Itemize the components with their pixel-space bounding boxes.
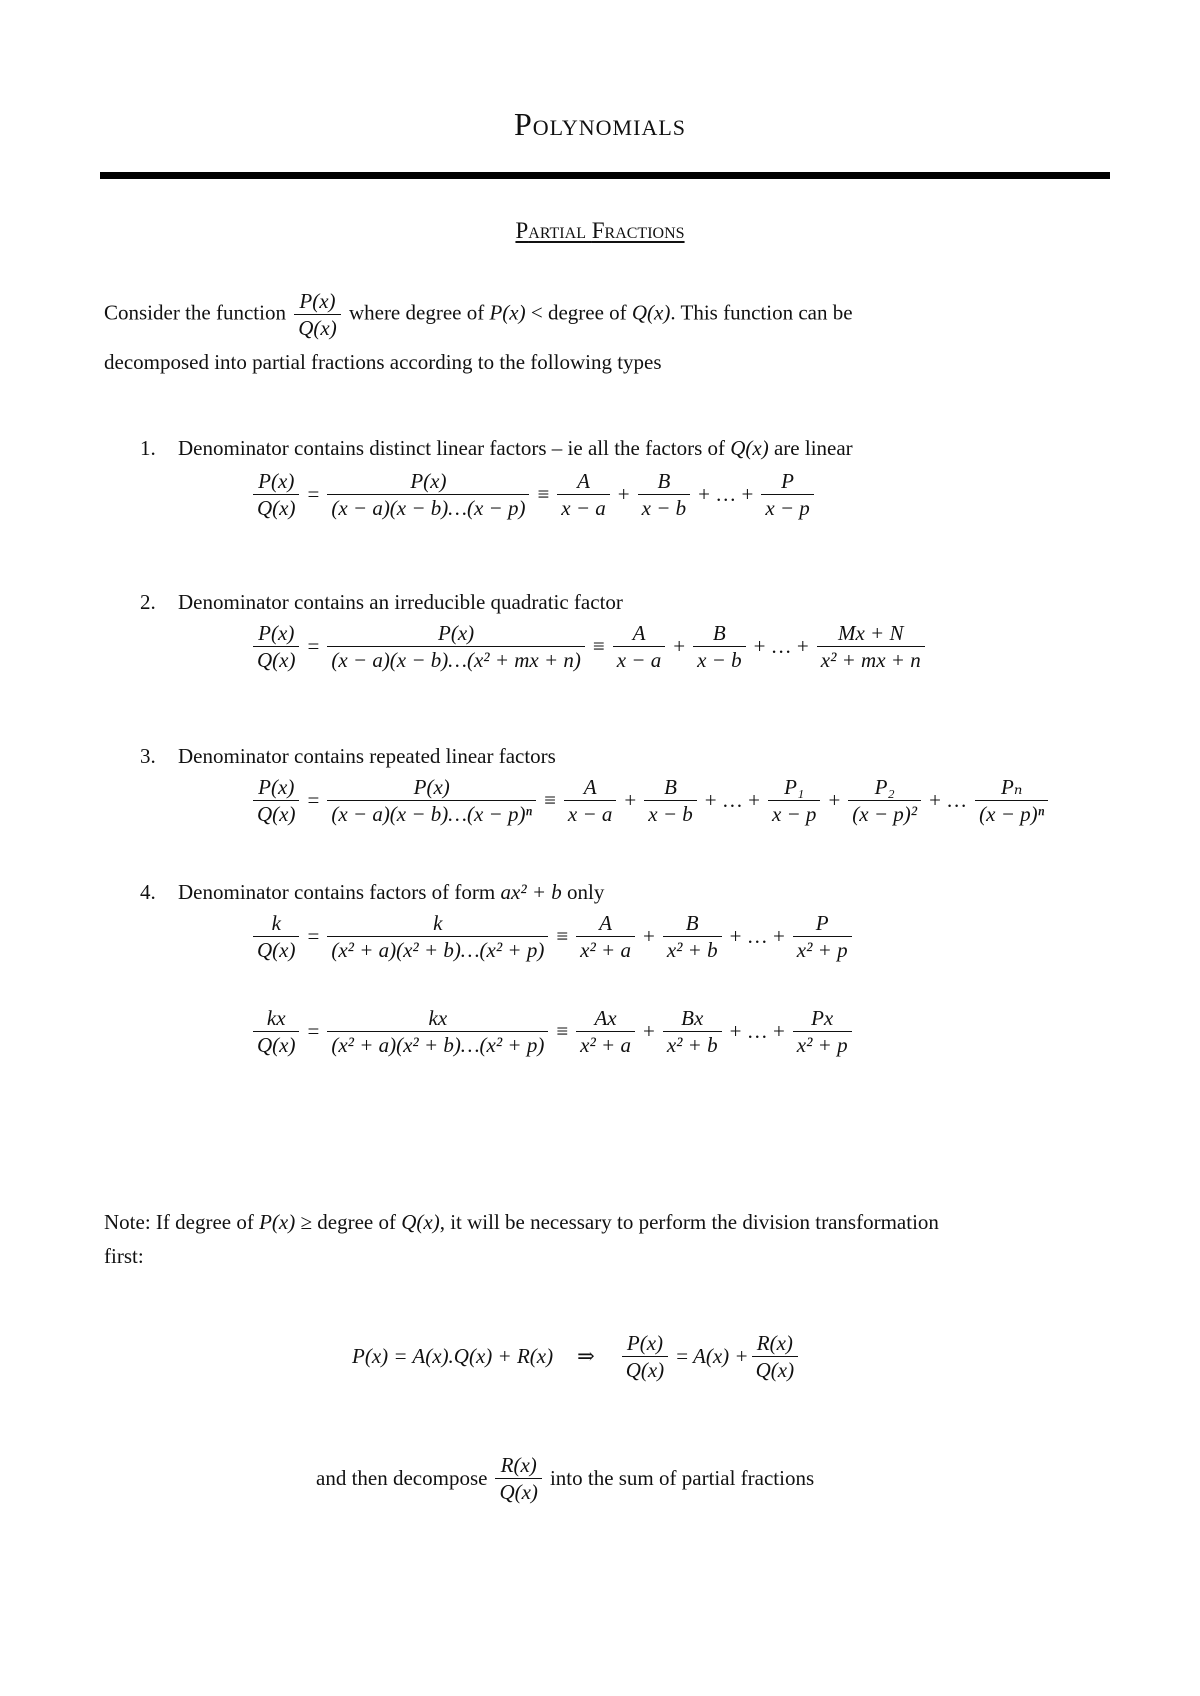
type-item-2: 2. Denominator contains an irreducible quadratic factor [140, 590, 623, 614]
equation-4b: $\frac{kx}{Q(x)}$ = $\frac{kx}{\text{(x² + a)(x² + b)…(x² + p)}}$ ≡ $\frac{Ax}{\text{x² + a}}$ + $\frac{Bx}{\text{x² + b}}$ + … + $\frac{Px}{\text{x² + p}}$ [250, 1005, 855, 1059]
section-heading: Partial Fractions [515, 218, 685, 243]
note-line-1: Note: If degree of P(x) ≥ degree of Q(x), it will be necessary to perform the division transformation [104, 1210, 939, 1234]
division-equation: P(x) = A(x).Q(x) + R(x) ⇒ $\frac{P(x)}{Q(x)}$ = A(x) + $\frac{R(x)}{Q(x)}$ [352, 1330, 801, 1384]
equation-3: $\frac{P(x)}{Q(x)}$ = $\frac{P(x)}{\text{(x − a)(x − b)…(x − p)ⁿ}}$ ≡ $\frac{A}{x - a}$ + $\frac{B}{x - b}$ + … + $\frac{\text{P₁}}{x - p}$ + $\frac{\text{P₂}}{\text{(x − p)²}}$ + … $\frac{\text{Pₙ}}{\text{(x − p)ⁿ}}$ [250, 774, 1051, 828]
intro-line-1: Consider the function $\frac{P(x)}{Q(x)}$ where degree of P(x) < degree of Q(x). This function can be [104, 289, 853, 341]
final-line: and then decompose $\frac{R(x)}{Q(x)}$ into the sum of partial fractions [316, 1453, 815, 1505]
type-item-1: 1. Denominator contains distinct linear factors – ie all the factors of Q(x) are linear [140, 436, 853, 460]
page-title: Polynomials [513, 106, 687, 142]
equation-4a: $\frac{k}{Q(x)}$ = $\frac{k}{\text{(x² + a)(x² + b)…(x² + p)}}$ ≡ $\frac{A}{\text{x² + a}}$ + $\frac{B}{\text{x² + b}}$ + … + $\frac{P}{\text{x² + p}}$ [250, 910, 855, 964]
equation-2: $\frac{P(x)}{Q(x)}$ = $\frac{P(x)}{\text{(x − a)(x − b)…(x² + mx + n)}}$ ≡ $\frac{A}{x - a}$ + $\frac{B}{x - b}$ + … + $\frac{Mx + N}{\text{x² + mx + n}}$ [250, 620, 928, 674]
type-item-3: 3. Denominator contains repeated linear factors [140, 744, 556, 768]
type-item-4: 4. Denominator contains factors of form ax² + b only [140, 880, 605, 904]
equation-1: $\frac{P(x)}{Q(x)}$ = $\frac{P(x)}{(x - a)(x - b)\dots(x - p)}$ ≡ $\frac{A}{x - a}$ + $\frac{B}{x - b}$ + … + $\frac{P}{x - p}$ [250, 468, 817, 522]
intro-fraction: $\frac{P(x)}{Q(x)}$ [294, 288, 340, 342]
title-rule [100, 172, 1110, 179]
intro-line-2: decomposed into partial fractions according to the following types [104, 350, 662, 374]
note-line-2: first: [104, 1244, 144, 1268]
